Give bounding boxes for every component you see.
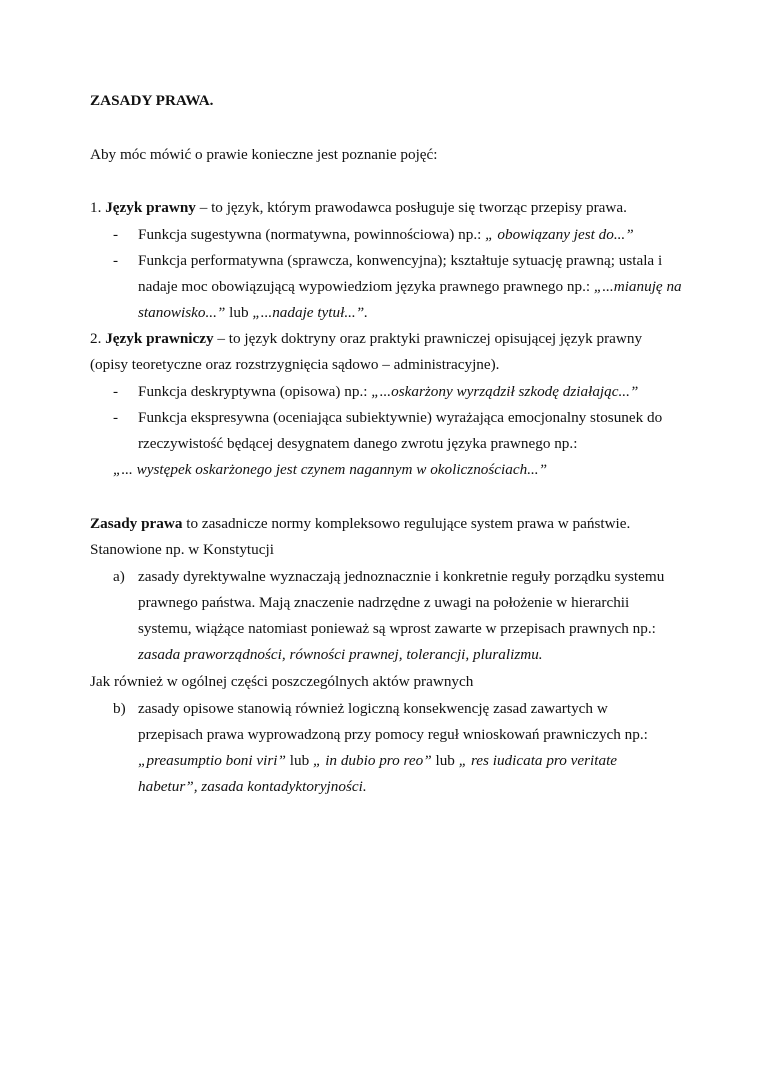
item-b-line-1: zasady opisowe stanowią również logiczną konsekwencję zasad zawartych w: [138, 700, 608, 717]
list-marker-b: b): [113, 700, 126, 717]
section-3-line-2: Stanowione np. w Konstytucji: [90, 541, 274, 558]
section-3-term: Zasady prawa: [90, 515, 183, 532]
s1-bullet-2-line-3: stanowisko...” lub „...nadaje tytuł...”.: [138, 304, 368, 321]
section-2-definition: – to język doktryny oraz praktyki prawniczej opisującej język prawny: [213, 330, 643, 347]
example-quote: stanowisko...”: [138, 304, 226, 321]
section-3-heading: [90, 515, 630, 533]
section-2-term: Język prawniczy: [105, 330, 214, 347]
bullet-marker: -: [113, 383, 119, 400]
section-1-number: 1.: [90, 199, 102, 216]
bullet-marker: -: [113, 226, 119, 243]
section-3-definition: to zasadnicze normy kompleksowo regulujące system prawa w państwie.: [182, 515, 631, 532]
section-1-heading: [90, 199, 627, 217]
item-a-line-1: zasady dyrektywalne wyznaczają jednoznacznie i konkretnie reguły porządku systemu: [138, 568, 665, 585]
example-quote: „ obowiązany jest do...”: [485, 226, 634, 243]
section-3-mid-line: Jak również w ogólnej części poszczególnych aktów prawnych: [90, 673, 474, 690]
bullet-marker: -: [113, 252, 119, 269]
example-quote: „preasumptio boni viri”: [138, 752, 286, 769]
intro-paragraph: Aby móc mówić o prawie konieczne jest poznanie pojęć:: [90, 146, 438, 163]
example-quote: „...nadaje tytuł...”.: [252, 304, 368, 321]
example-quote: „ in dubio pro reo”: [312, 752, 432, 769]
s1-bullet-1: Funkcja sugestywna (normatywna, powinnościowa) np.: „ obowiązany jest do...”: [138, 226, 634, 243]
s2-bullet-1: Funkcja deskryptywna (opisowa) np.: „...oskarżony wyrządził szkodę działając...”: [138, 383, 639, 400]
section-1-term: Język prawny: [105, 199, 196, 216]
section-2-heading: [90, 330, 642, 348]
s1-bullet-2-line-2: nadaje moc obowiązującą wypowiedziom języka prawnego prawnego np.: „...mianuję na: [138, 278, 682, 295]
item-b-line-3: „preasumptio boni viri” lub „ in dubio pro reo” lub „ res iudicata pro veritate: [138, 752, 618, 769]
item-a-line-2: prawnego państwa. Mają znaczenie nadrzędne z uwagi na położenie w hierarchii: [138, 594, 630, 611]
document-title: ZASADY PRAWA.: [90, 92, 214, 109]
section-2-definition-cont: (opisy teoretyczne oraz rozstrzygnięcia sądowo – administracyjne).: [90, 356, 500, 373]
section-2-number: 2.: [90, 330, 102, 347]
bullet-marker: -: [113, 409, 119, 426]
s2-example-line: [113, 461, 547, 479]
section-1-definition: – to język, którym prawodawca posługuje się tworząc przepisy prawa.: [195, 199, 627, 216]
example-quote: „...oskarżony wyrządził szkodę działając...”: [371, 383, 639, 400]
s2-bullet-2-line-1: Funkcja ekspresywna (oceniająca subiektywnie) wyrażająca emocjonalny stosunek do: [138, 409, 663, 426]
item-a-line-4: [138, 646, 543, 664]
s1-bullet-2-line-1: Funkcja performatywna (sprawcza, konwencyjna); kształtuje sytuację prawną; ustala i: [138, 252, 663, 269]
list-marker-a: a): [113, 568, 125, 585]
item-b-line-4: [138, 778, 367, 796]
item-b-line-2: przepisach prawa wyprowadzoną przy pomocy reguł wnioskowań prawniczych np.:: [138, 726, 648, 743]
example-quote: „... występek oskarżonego jest czynem nagannym w okolicznościach...”: [113, 461, 548, 478]
s2-bullet-2-line-2: rzeczywistość będącej desygnatem danego zwrotu języka prawnego np.:: [138, 435, 578, 452]
example-quote: zasada praworządności, równości prawnej, tolerancji, pluralizmu.: [138, 646, 543, 663]
item-a-line-3: systemu, wiążące natomiast ponieważ są wprost zawarte w przepisach prawnych np.:: [138, 620, 656, 637]
example-quote: „ res iudicata pro veritate: [458, 752, 618, 769]
example-quote: habetur”, zasada kontadyktoryjności.: [138, 778, 367, 795]
example-quote: „...mianuję na: [593, 278, 682, 295]
